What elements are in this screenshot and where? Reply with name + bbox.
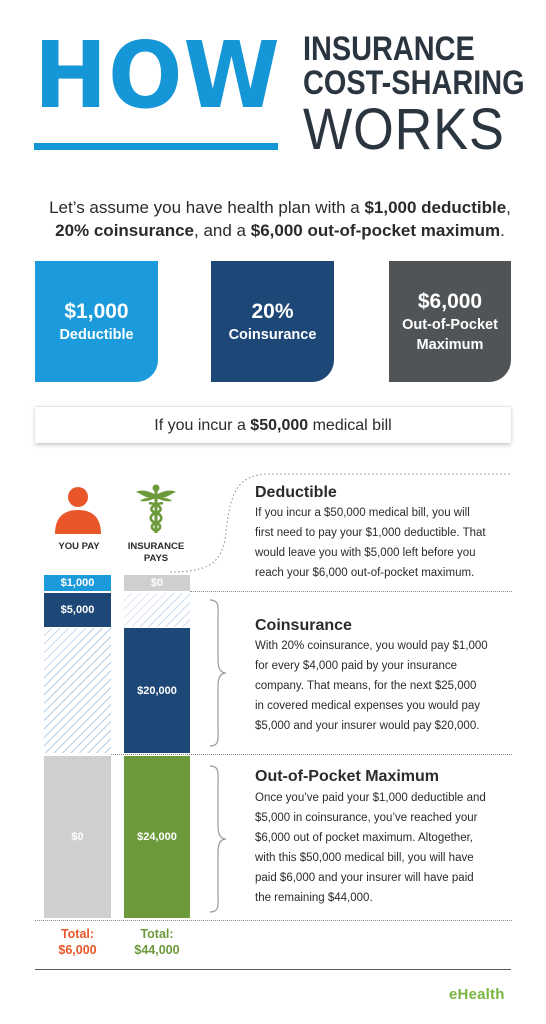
oop-section-title: Out-of-Pocket Maximum [255, 768, 440, 785]
intro-coinsurance: 20% coinsurance [55, 221, 195, 240]
you-pay-total-label: Total: [60, 927, 95, 941]
coinsurance-section-title: Coinsurance [255, 617, 352, 634]
you-pay-total [44, 926, 111, 958]
you-pay-hatched-area [44, 628, 111, 753]
insurance-pays-label-1: INSURANCE [127, 541, 185, 552]
you-pay-deductible-bar: $1,000 [44, 575, 111, 591]
oop-line: the remaining $44,000. [255, 892, 373, 904]
bill-suffix: medical bill [308, 417, 392, 434]
deductible-line: first need to pay your $1,000 deductible. That [255, 527, 486, 539]
deductible-box-label: Deductible [59, 326, 134, 343]
deductible-line: would leave you with $5,000 left before you [255, 547, 476, 559]
separator-coinsurance [111, 754, 512, 755]
insurance-total-value: $44,000 [134, 943, 180, 957]
headline-line-1: INSURANCE [303, 30, 475, 68]
oop-line: $5,000 in coinsurance, you’ve reached your [255, 812, 478, 824]
insurance-oop-bar: $24,000 [124, 756, 190, 918]
coinsurance-line: in covered medical expenses you would pay [255, 700, 481, 712]
oop-line: paid $6,000 and your insurer will have paid [255, 872, 474, 884]
you-pay-coinsurance-bar: $5,000 [44, 593, 111, 627]
you-pay-label: YOU PAY [58, 541, 100, 552]
you-pay-total-value: $6,000 [58, 943, 97, 957]
you-pay-oop-bar: $0 [44, 756, 111, 918]
ehealth-logo: eHealth [449, 986, 505, 1003]
insurance-coinsurance-bar: $20,000 [124, 628, 190, 753]
oop-section-body [255, 788, 515, 908]
oop-max-box [389, 261, 511, 382]
coinsurance-line: for every $4,000 paid by your insurance [255, 660, 458, 672]
oop-line: Once you’ve paid your $1,000 deductible and [255, 792, 486, 804]
coinsurance-box-value: 20% [251, 299, 294, 323]
insurance-hatched-area [124, 593, 190, 627]
coinsurance-section-body [255, 636, 515, 736]
oop-max-box-label: Out-of-Pocket [402, 316, 498, 333]
deductible-line: If you incur a $50,000 medical bill, you will [255, 507, 470, 519]
intro-text [30, 196, 530, 242]
oop-max-box-value: $6,000 [417, 289, 483, 313]
headline-line-3: WORKS [303, 97, 505, 162]
intro-suffix: . [500, 221, 505, 240]
headline-underline [34, 143, 278, 150]
intro-mid2: , and a [194, 221, 251, 240]
bill-amount: $50,000 [250, 417, 309, 434]
coinsurance-line: With 20% coinsurance, you would pay $1,000 [255, 640, 488, 652]
coinsurance-line: company. That means, for the next $25,000 [255, 680, 477, 692]
coinsurance-line: $5,000 and your insurer would pay $20,000. [255, 720, 480, 732]
medical-bill-banner [35, 406, 511, 443]
deductible-line: reach your $6,000 out-of-pocket maximum. [255, 567, 475, 579]
headline-how: HOW [34, 22, 281, 129]
intro-oop: $6,000 out-of-pocket maximum [250, 221, 501, 240]
intro-mid1: , [506, 198, 511, 217]
intro-prefix: Let’s assume you have health plan with a [49, 198, 365, 217]
oop-line: $6,000 out of pocket maximum. Altogether, [255, 832, 473, 844]
person-icon [53, 486, 103, 534]
oop-max-box-label-2: Maximum [416, 336, 484, 353]
intro-deductible: $1,000 deductible [364, 198, 507, 217]
deductible-box [35, 261, 158, 382]
footer-divider [35, 969, 511, 970]
oop-line: with this $50,000 medical bill, you will have [255, 852, 474, 864]
deductible-section-title: Deductible [255, 484, 337, 501]
insurance-total [119, 926, 195, 958]
bill-prefix: If you incur a [154, 417, 251, 434]
oop-brace [206, 764, 228, 914]
headline-subtitle [303, 32, 546, 160]
insurance-pays-label-2: PAYS [143, 553, 169, 564]
coinsurance-brace [206, 598, 228, 748]
separator-deductible [190, 591, 512, 592]
insurance-deductible-bar: $0 [124, 575, 190, 591]
coinsurance-box [211, 261, 334, 382]
deductible-section-body [255, 503, 515, 583]
deductible-box-value: $1,000 [64, 299, 129, 323]
coinsurance-box-label: Coinsurance [228, 326, 317, 343]
insurance-total-label: Total: [140, 927, 174, 941]
separator-oop [35, 920, 512, 921]
headline-line-2: COST-SHARING [303, 64, 525, 102]
